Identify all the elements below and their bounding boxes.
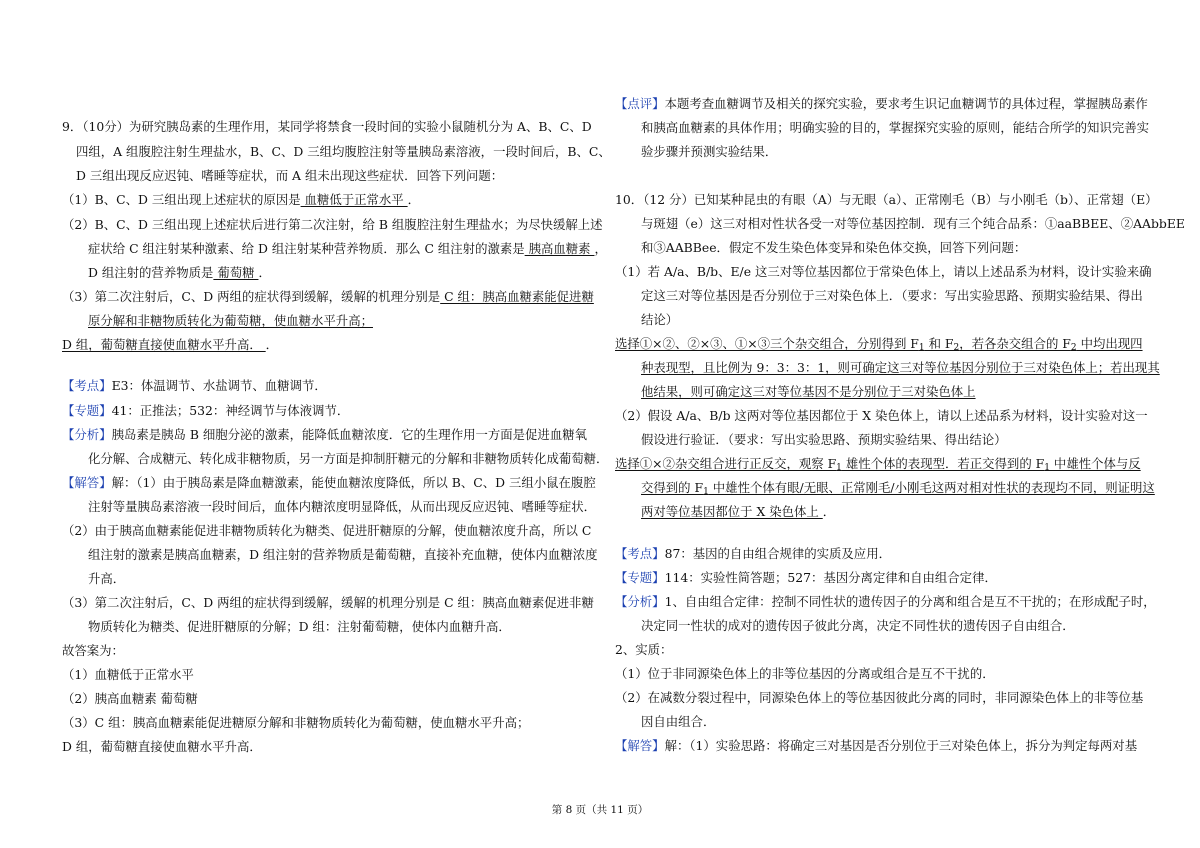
kaodian-left: 【考点】E3：体温调节、水盐调节、血糖调节． (62, 378, 327, 393)
fenxi-right-1: 【分析】1、自由组合定律：控制不同性状的遗传因子的分离和组合是互不干扰的；在形成配子时， (615, 594, 1156, 609)
q9-part3-line1: （3）第二次注射后，C、D 两组的症状得到缓解，缓解的机理分别是 C 组：胰高血糖素能促进糖 (62, 289, 594, 304)
jieda-left-6: （3）第二次注射后，C、D 两组的症状得到缓解，缓解的机理分别是 C 组：胰高血糖素促进非糖 (62, 595, 594, 610)
jieda-left-2: 注射等量胰岛素溶液一段时间后，血体内糖浓度明显降低，从而出现反应迟钝、嗜睡等症状． (88, 499, 597, 514)
jieda-left-11: （3）C 组：胰高血糖素能促进糖原分解和非糖物质转化为葡萄糖，使血糖水平升高； (62, 715, 530, 730)
q9-part2-answer2: 葡萄糖 (213, 265, 259, 280)
q9-part3-line2 (88, 313, 373, 329)
fenxi-tag: 【分析】 (615, 594, 665, 609)
fenxi-right-5: （2）在减数分裂过程中，同源染色体上的等位基因彼此分离的同时，非同源染色体上的非等位基 (615, 690, 1144, 705)
q10-answer2-line1: 选择①×②杂交组合进行正反交，观察 $F_1$ 雄性个体的表现型．若正交得到的 $F_1$ 中雄性个体与反 (615, 456, 1141, 473)
q10-answer2-line2: 交得到的 $F_1$ 中雄性个体有眼/无眼、正常刚毛/小刚毛这两对相对性状的表现均不同，则证明这 (641, 480, 1155, 497)
q9-part3-line3: D 组，葡萄糖直接使血糖水平升高． ． (62, 337, 279, 352)
kaodian-right: 【考点】87：基因的自由组合规律的实质及应用． (615, 546, 891, 561)
zhuanti-left: 【专题】41：正推法；532：神经调节与体液调节． (62, 403, 350, 418)
kaodian-tag: 【考点】 (615, 546, 665, 561)
dianping-3: 验步骤并预测实验结果． (641, 144, 778, 159)
q10-part2-line1: （2）假设 A/a、B/b 这两对等位基因都位于 X 染色体上，请以上述品系为材料，设计实验对这一 (615, 408, 1148, 423)
dianping-1: 【点评】本题考查血糖调节及相关的探究实验，要求考生识记血糖调节的具体过程，掌握胰岛素作 (615, 96, 1148, 111)
q9-part1: （1）B、C、D 三组出现上述症状的原因是 血糖低于正常水平 ． (62, 192, 420, 207)
jieda-left-7: 物质转化为糖类、促进肝糖原的分解；D 组：注射葡萄糖，使体内血糖升高． (88, 619, 511, 634)
dianping-tag: 【点评】 (615, 96, 665, 111)
page-footer: 第 8 页（共 11 页） (551, 804, 649, 816)
q10-line-3: 和③AABBee．假定不发生染色体变异和染色体交换，回答下列问题： (641, 240, 1027, 255)
jieda-left-9: （1）血糖低于正常水平 (62, 667, 194, 682)
fenxi-left-2: 化分解、合成糖元、转化成非糖物质，另一方面是抑制肝糖元的分解和非糖物质转化成葡萄糖． (88, 451, 609, 466)
q9-line-1: 9．（10分）为研究胰岛素的生理作用，某同学将禁食一段时间的实验小鼠随机分为 A、B、C、D (62, 119, 592, 134)
q9-part2-answer1: 胰高血糖素 (524, 241, 595, 256)
fenxi-right-6: 因自由组合． (641, 714, 716, 729)
zhuanti-tag: 【专题】 (62, 403, 112, 418)
jieda-left-5: 升高． (88, 571, 126, 586)
q10-line-1: 10．（12 分）已知某种昆虫的有眼（A）与无眼（a）、正常刚毛（B）与小刚毛（b）、正常翅（E） (615, 192, 1158, 207)
fenxi-right-4: （1）位于非同源染色体上的非等位基因的分离或组合是互不干扰的． (615, 666, 995, 681)
fenxi-right-2: 决定同一性状的成对的遗传因子彼此分离，决定不同性状的遗传因子自由组合． (641, 618, 1075, 633)
fenxi-left-1: 【分析】胰岛素是胰岛 B 细胞分泌的激素，能降低血糖浓度．它的生理作用一方面是促进血糖氧 (62, 427, 587, 442)
jieda-left-1: 【解答】解：（1）由于胰岛素是降血糖激素，能使血糖浓度降低，所以 B、C、D 三组小鼠在腹腔 (62, 475, 596, 490)
fenxi-tag: 【分析】 (62, 427, 112, 442)
q9-line-3: D 三组出现反应迟钝、嗜睡等症状，而 A 组未出现这些症状．回答下列问题： (76, 168, 504, 183)
zhuanti-right: 【专题】114：实验性简答题；527：基因分离定律和自由组合定律． (615, 570, 997, 585)
q10-line-2: 与斑翅（e）这三对相对性状各受一对等位基因控制．现有三个纯合品系：①aaBBEE、②AAbbEE (641, 216, 1185, 231)
q9-line-2: 四组，A 组腹腔注射生理盐水，B、C、D 三组均腹腔注射等量胰岛素溶液，一段时间后，B、C、 (76, 144, 611, 159)
q9-part3-answer-c: D 组，葡萄糖直接使血糖水平升高． (62, 337, 266, 352)
jieda-tag: 【解答】 (615, 738, 665, 753)
q10-line-4: （1）若 A/a、B/b、E/e 这三对等位基因都位于常染色体上，请以上述品系为材料，设计实验来确 (615, 264, 1152, 279)
q10-answer1-line2: 种表现型，且比例为 9：3：3：1，则可确定这三对等位基因分别位于三对染色体上；若出现其 (641, 360, 1160, 375)
q10-part2-line2: 假设进行验证．（要求：写出实验思路、预期实验结果、得出结论） (641, 432, 1007, 447)
kaodian-tag: 【考点】 (62, 378, 112, 393)
q9-part2-line2: 症状给 C 组注射某种激素、给 D 组注射某种营养物质．那么 C 组注射的激素是 胰高血糖素 ， (88, 241, 607, 256)
jieda-left-3: （2）由于胰高血糖素能促进非糖物质转化为糖类、促进肝糖原的分解，使血糖浓度升高，所以 C (62, 523, 592, 538)
jieda-left-10: （2）胰高血糖素 葡萄糖 (62, 691, 198, 706)
q9-part3-answer-b: 原分解和非糖物质转化为葡萄糖，使血糖水平升高； (88, 313, 373, 328)
jieda-left-12: D 组，葡萄糖直接使血糖水平升高． (62, 739, 262, 754)
q10-answer1-line3: 他结果，则可确定这三对等位基因不是分别位于三对染色体上 (641, 384, 976, 399)
jieda-left-8: 故答案为： (62, 643, 124, 658)
jieda-left-4: 组注射的激素是胰高血糖素，D 组注射的营养物质是葡萄糖，直接补充血糖，使体内血糖浓度 (88, 547, 598, 562)
jieda-tag: 【解答】 (62, 475, 112, 490)
zhuanti-tag: 【专题】 (615, 570, 665, 585)
jieda-right-1: 【解答】解：（1）实验思路：将确定三对基因是否分别位于三对染色体上，拆分为判定每两对基 (615, 738, 1138, 753)
q10-answer2-line3: 两对等位基因都位于 X 染色体上 ． (641, 504, 836, 519)
q10-line-6: 结论） (641, 312, 679, 327)
q10-answer1-line1: 选择①×②、②×③、①×③三个杂交组合，分别得到 $F_1$ 和 $F_2$，若各杂交组合的 $F_2$ 中均出现四 (615, 336, 1143, 353)
q9-part1-answer: 血糖低于正常水平 (300, 192, 408, 207)
dianping-2: 和胰高血糖素的具体作用；明确实验的目的，掌握探究实验的原则，能结合所学的知识完善实 (641, 120, 1150, 135)
q9-part2-line3: D 组注射的营养物质是 葡萄糖 ． (88, 265, 271, 280)
q9-part2-line1: （2）B、C、D 三组出现上述症状后进行第二次注射，给 B 组腹腔注射生理盐水；为尽快缓解上述 (62, 217, 603, 232)
q9-part3-answer-a: C 组：胰高血糖素能促进糖 (440, 289, 594, 304)
q10-line-5: 定这三对等位基因是否分别位于三对染色体上．（要求：写出实验思路、预期实验结果、得出 (641, 288, 1143, 303)
fenxi-right-3: 2、实质： (615, 642, 673, 657)
